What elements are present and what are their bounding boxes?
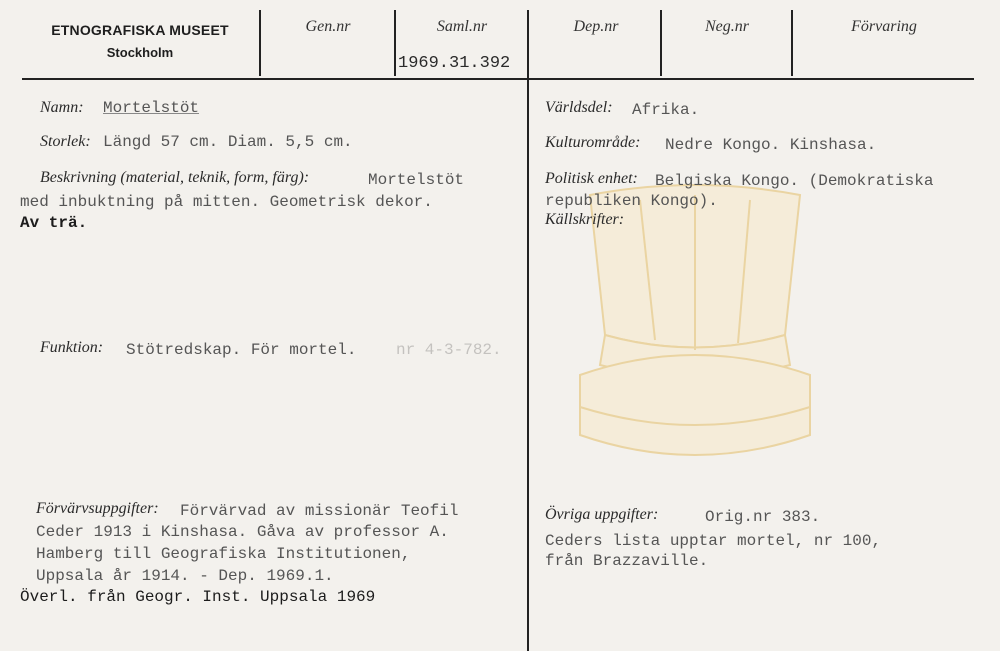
neg-nr-header: Neg.nr <box>705 18 749 35</box>
namn-label: Namn: <box>40 99 84 116</box>
forvaring-header: Förvaring <box>851 18 917 35</box>
beskrivning-line-1: Mortelstöt <box>368 171 465 189</box>
kallskrifter-label: Källskrifter: <box>545 211 625 228</box>
center-divider <box>527 10 529 651</box>
storlek-value: Längd 57 cm. Diam. 5,5 cm. <box>103 133 353 151</box>
header-rule <box>22 78 974 80</box>
storlek-label: Storlek: <box>40 133 91 150</box>
ovriga-line-2: Ceders lista upptar mortel, nr 100, <box>545 532 882 550</box>
saml-nr-value: 1969.31.392 <box>398 54 511 73</box>
divider <box>259 10 261 76</box>
funktion-value: Stötredskap. För mortel. <box>126 341 357 359</box>
institution-name: ETNOGRAFISKA MUSEET <box>51 22 229 38</box>
beskrivning-label: Beskrivning (material, teknik, form, färg): <box>40 169 310 186</box>
forvarv-label: Förvärvsuppgifter: <box>36 500 159 517</box>
politisk-enhet-line-2: republiken Kongo). <box>545 192 718 210</box>
funktion-struck-value: nr 4-3-782. <box>396 341 502 359</box>
beskrivning-line-3: Av trä. <box>20 214 88 232</box>
divider <box>394 10 396 76</box>
gen-nr-header: Gen.nr <box>305 18 351 35</box>
divider <box>660 10 662 76</box>
beskrivning-line-2: med inbuktning på mitten. Geometrisk dekor. <box>20 193 433 211</box>
varldsdel-label: Världsdel: <box>545 99 613 116</box>
kulturomrade-value: Nedre Kongo. Kinshasa. <box>665 136 877 154</box>
forvarv-line-1: Förvärvad av missionär Teofil <box>180 502 459 520</box>
ovriga-line-1: Orig.nr 383. <box>705 508 821 526</box>
saml-nr-header: Saml.nr <box>436 18 488 35</box>
namn-value: Mortelstöt <box>103 99 200 117</box>
forvarv-line-2: Ceder 1913 i Kinshasa. Gåva av professor A. <box>36 523 449 541</box>
varldsdel-value: Afrika. <box>632 101 700 119</box>
politisk-enhet-label: Politisk enhet: <box>545 170 638 187</box>
kulturomrade-label: Kulturområde: <box>545 134 641 151</box>
forvarv-line-3: Hamberg till Geografiska Institutionen, <box>36 545 411 563</box>
divider <box>791 10 793 76</box>
funktion-label: Funktion: <box>40 339 104 356</box>
politisk-enhet-line-1: Belgiska Kongo. (Demokratiska <box>655 172 934 190</box>
ovriga-label: Övriga uppgifter: <box>545 506 659 523</box>
forvarv-line-5: Överl. från Geogr. Inst. Uppsala 1969 <box>20 588 376 606</box>
forvarv-line-4: Uppsala år 1914. - Dep. 1969.1. <box>36 567 334 585</box>
ovriga-line-3: från Brazzaville. <box>545 552 709 570</box>
institution-city: Stockholm <box>106 45 174 60</box>
dep-nr-header: Dep.nr <box>573 18 619 35</box>
